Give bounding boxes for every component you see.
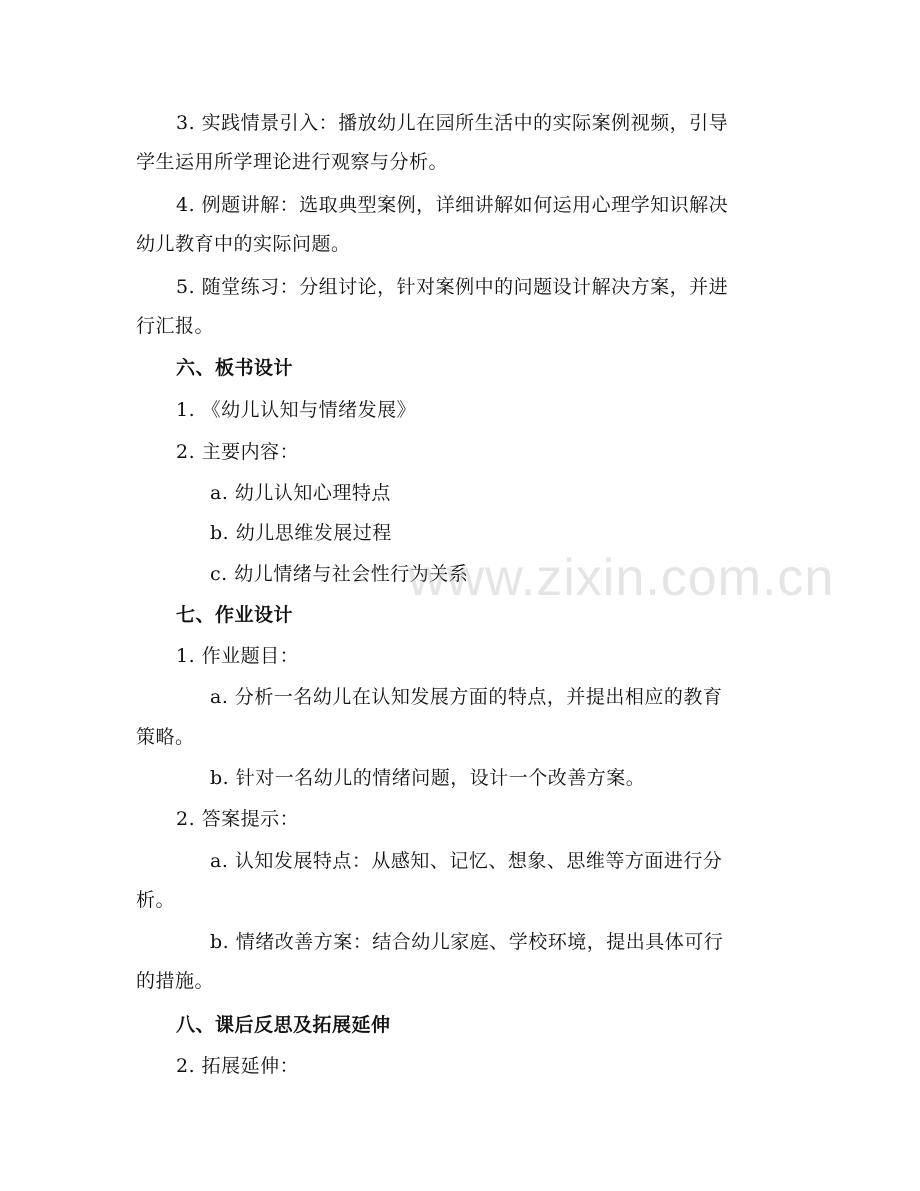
sub-list-item: b. 针对一名幼儿的情绪问题，设计一个改善方案。	[210, 767, 646, 789]
list-item: 1. 《幼儿认知与情绪发展》	[176, 399, 417, 421]
list-item: 1. 作业题目：	[176, 645, 300, 667]
sub-list-item: a. 分析一名幼儿在认知发展方面的特点，并提出相应的教育	[210, 686, 723, 708]
paragraph-line: 学生运用所学理论进行观察与分析。	[136, 151, 449, 173]
sub-list-item: b. 幼儿思维发展过程	[210, 522, 392, 544]
paragraph-line: 析。	[136, 889, 176, 911]
sub-list-item: b. 情绪改善方案：结合幼儿家庭、学校环境，提出具体可行	[210, 931, 724, 953]
paragraph-line: 3. 实践情景引入：播放幼儿在园所生活中的实际案例视频，引导	[176, 112, 729, 134]
sub-list-item: a. 幼儿认知心理特点	[210, 482, 391, 504]
section-heading: 六、板书设计	[176, 357, 294, 379]
paragraph-line: 策略。	[136, 726, 195, 748]
section-heading: 七、作业设计	[176, 604, 294, 626]
paragraph-line: 行汇报。	[136, 315, 215, 337]
paragraph-line: 5. 随堂练习：分组讨论，针对案例中的问题设计解决方案，并进	[176, 276, 729, 298]
paragraph-line: 4. 例题讲解：选取典型案例，详细讲解如何运用心理学知识解决	[176, 194, 729, 216]
paragraph-line: 幼儿教育中的实际问题。	[136, 233, 351, 255]
sub-list-item: c. 幼儿情绪与社会性行为关系	[210, 563, 469, 585]
section-heading: 八、课后反思及拓展延伸	[176, 1014, 391, 1036]
list-item: 2. 拓展延伸：	[176, 1055, 300, 1077]
paragraph-line: 的措施。	[136, 970, 215, 992]
list-item: 2. 主要内容：	[176, 441, 300, 463]
watermark: www.zixin.com.cn	[408, 549, 835, 607]
sub-list-item: a. 认知发展特点：从感知、记忆、想象、思维等方面进行分	[210, 850, 723, 872]
list-item: 2. 答案提示：	[176, 808, 300, 830]
